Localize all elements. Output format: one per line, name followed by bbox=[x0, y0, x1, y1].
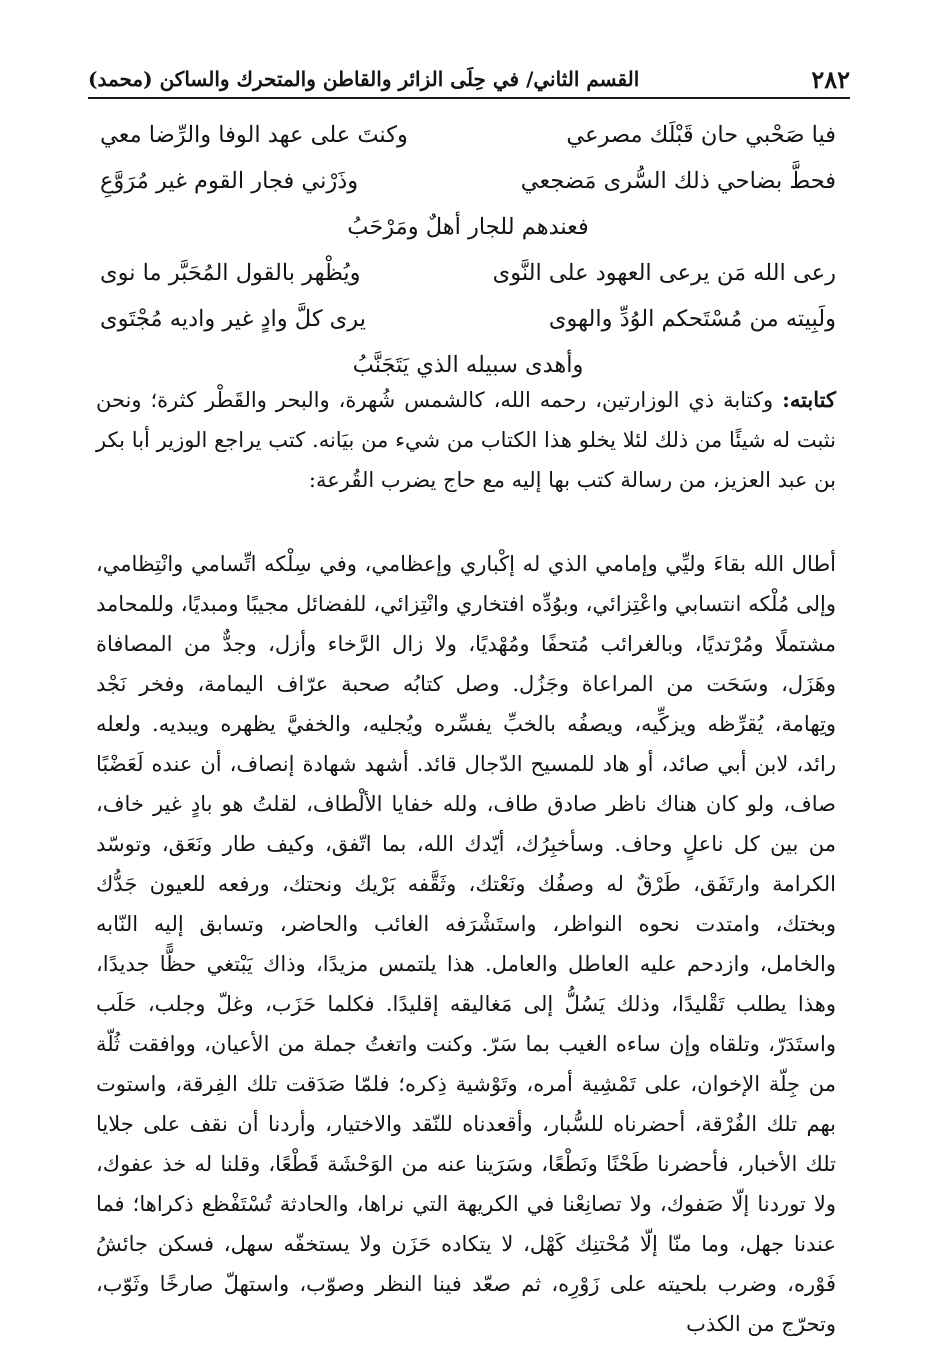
second-hemistich: يرى كلَّ وادٍ غير واديه مُجْتَوى bbox=[100, 306, 366, 332]
first-hemistich: فحطَّ بضاحي ذلك السُّرى مَضجعي bbox=[520, 168, 836, 194]
refrain-line: وأهدى سبيله الذي يَتَجَنَّبُ bbox=[352, 352, 584, 378]
verse-line bbox=[100, 250, 836, 296]
second-hemistich: وكنتَ على عهد الوفا والرِّضا معي bbox=[100, 122, 408, 148]
poem-section bbox=[100, 112, 836, 388]
header-divider bbox=[88, 97, 850, 99]
first-hemistich: فيا صَحْبي حان قَبْلَك مصرعي bbox=[566, 122, 836, 148]
paragraph bbox=[96, 380, 836, 500]
paragraph-text: أطال الله بقاءَ وليِّي وإمامي الذي له إكْباري وإعظامي، وفي سِلْكه اتِّسامي وانْتِظامي، وإلى مُلْكه انتسابي واعْتِزائي، وبوُدِّه افتخاري وانْتِزائي، للفضائل مجيبًا ومبديًا، وللمحامد مشتملًا ومُرْتديًا، وبالغرائب مُتحفًا ومُهْديًا، ولا زال الرَّخاء وأزل، وجدٌّ من المصافاة وهَزَل، وسَحَت من المراعاة وجَزُل. وصل كتابُه صحبة عرّاف اليمامة، وفخر نَجْد وتِهامة، يُقرِّظه ويزكِّيه، ويصفُه بالخبِّ يفسِّره ويُجليه، والخفيَّ يظهره ويبديه. ولعله رائد، لابن أبي صائد، أو هاد للمسيح الدّجال قائد. أشهد شهادة إنصاف، أن عنده لَعَضْبًا صاف، ولو كان هناك ناظر صادق طاف، ولله خفايا الألْطاف، لقلتُ هو بادٍ غير خاف، من بين كل ناعلٍ وحاف. وسأخبِرُك، أيّدك الله، بما اتّفق، وكيف طار ونَعَق، وتوسّد الكرامة وارتَفَق، طَرْقٌ له وصفُك ونَعْتك، وثَقَّفه بَرْيك ونحتك، ورفعه للعيون جَدُّك وبختك، وامتدت نحوه النواظر، واستَشْرَفه الغائب والحاضر، وتسابق إليه النّابه والخامل، وازدحم عليه العاطل والعامل. هذا يلتمس مزيدًا، وذاك يَبْتغي حظًّا جديدًا، وهذا يطلب تَقْليدًا، وذلك يَسُلُّ إلى مَغاليقه إقليدًا. فكلما حَزَب، وغلّ وجلب، حَلَب واستَدَرّ، وتلقاه وإن ساءه الغيب بما سَرّ. وكنت واتغتُ جملة من الأعيان، ووافقت ثُلّة من جِلّة الإخوان، على تَمْشِية أمره، وتَوْشية ذِكره؛ فلمّا صَدَقت تلك الفِرقة، واستوت بهم تلك الفُرْقة، أحضرناه للسُّبار، وأقعدناه للنّقد والاختيار، وأردنا أن نقف على جلايا تلك الأخبار، فأحضرنا طَحْنًا ونَطْعًا، وسَرَينا عنه من الوَحْشَة قَطْعًا، وقلنا له خذ عفوك، ولا توردنا إلّا صَفوك، ولا تصانِعْنا في الكريهة التي نراها، والحادثة تُسْتَفْظع ذكراها؛ فما عندنا جهل، وما منّا إلّا مُحْتنِك كَهْل، لا يتكاده حَزَن ولا يستخفّه سهل، فسكن جائشُ فَوْره، وضرب بلحيته على زَوْرِه، ثم صعّد فينا النظر وصوّب، واستهلّ صارخًا وثَوّب، وتحرّج من الكذب bbox=[96, 552, 836, 1336]
first-hemistich: ولَبِيته من مُسْتَحكم الوُدِّ والهوى bbox=[548, 306, 836, 332]
verse-line bbox=[100, 158, 836, 204]
first-hemistich: رعى الله مَن يرعى العهود على النَّوى bbox=[492, 260, 836, 286]
running-title: القسم الثاني/ في حِلَى الزائر والقاطن والمتحرك والساكن (محمد) bbox=[88, 67, 640, 91]
refrain-line: فعندهم للجار أهلٌ ومَرْحَبُ bbox=[347, 214, 589, 240]
verse-line bbox=[100, 112, 836, 158]
kitabah-paragraph bbox=[96, 380, 836, 500]
paragraph-text: وكتابة ذي الوزارتين، رحمه الله، كالشمس شُهرة، والبحر والقَطْر كثرة؛ ونحن نثبت له شيئًا من ذلك لئلا يخلو هذا الكتاب من شيء من بيَانه. كتب يراجع الوزير أبا بكر بن عبد العزيز، من رسالة كتب بها إليه مع حاج يضرب القُرعة: bbox=[96, 388, 836, 492]
page-number: ٢٨٢ bbox=[811, 64, 850, 94]
second-hemistich: وذَرْني فجار القوم غير مُرَوَّعِ bbox=[100, 168, 359, 194]
page-header bbox=[88, 62, 850, 96]
section-heading: كتابته: bbox=[782, 387, 836, 412]
second-hemistich: ويُظْهر بالقول المُحَبَّر ما نوى bbox=[100, 260, 361, 286]
verse-line bbox=[100, 296, 836, 342]
letter-paragraph bbox=[96, 544, 836, 1344]
